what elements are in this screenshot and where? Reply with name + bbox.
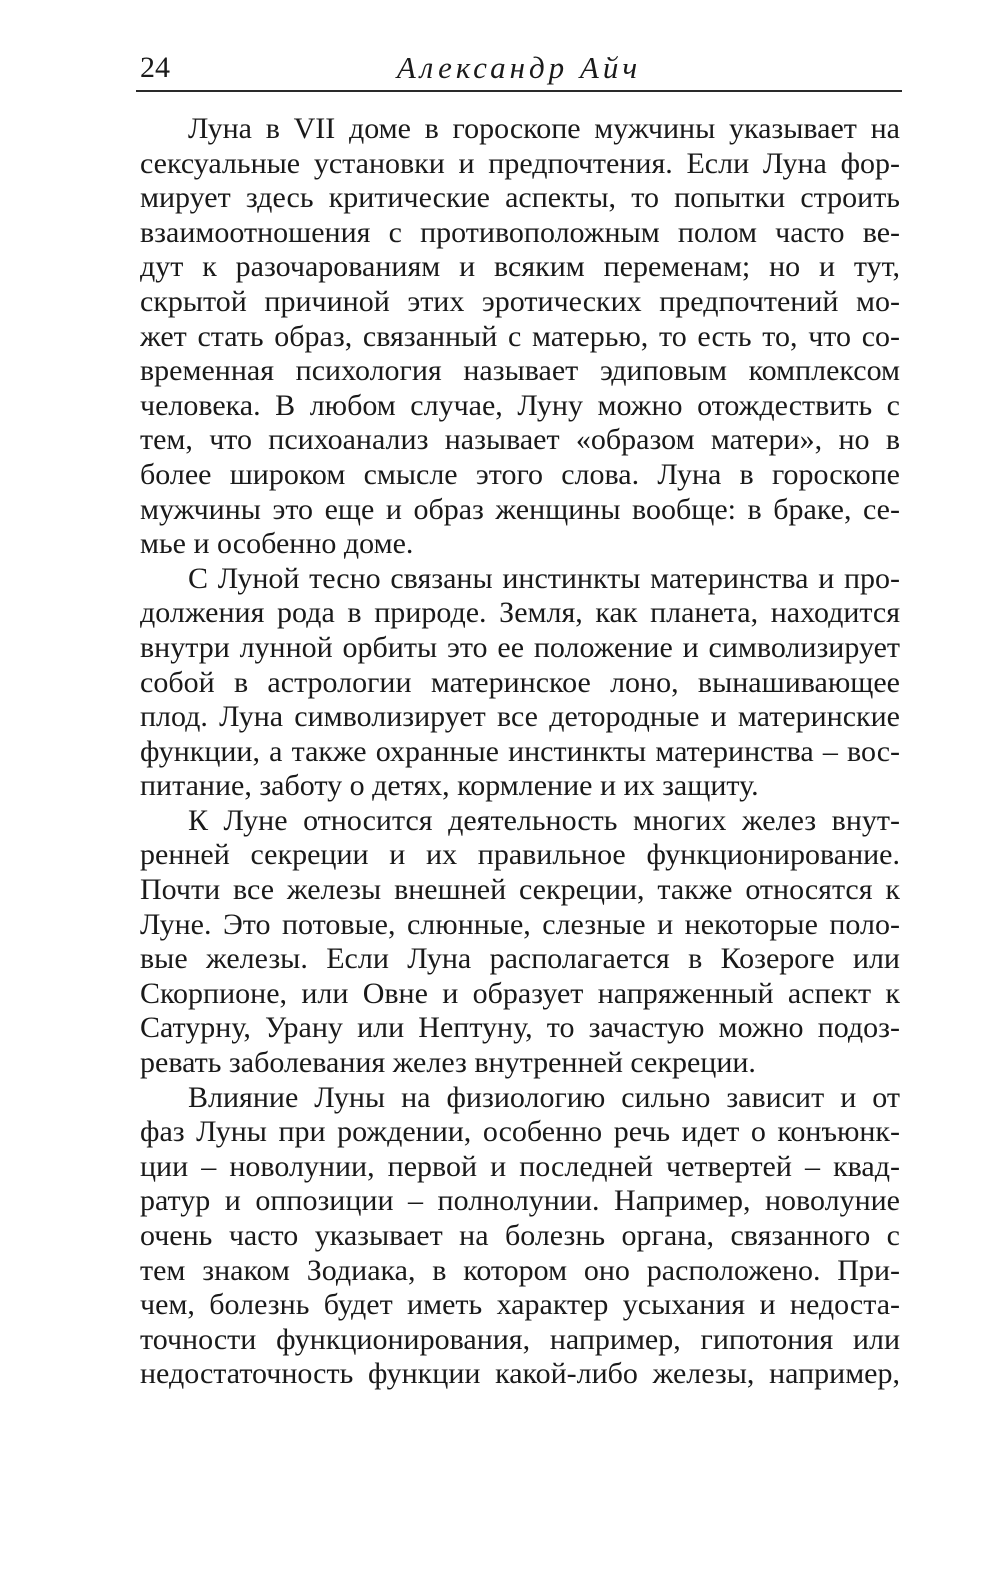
page-header <box>136 50 902 92</box>
text-line: вые железы. Если Луна располагается в Козероге или <box>140 942 900 976</box>
running-head: Александр Айч <box>396 50 642 85</box>
text-line: фаз Луны при рождении, особенно речь идет о конъюнк- <box>140 1115 900 1149</box>
text-line: Сатурну, Урану или Нептуну, то зачастую можно подоз- <box>140 1011 900 1045</box>
text-line: очень часто указывает на болезнь органа, связанного с <box>140 1219 900 1252</box>
text-line: взаимоотношения с противоположным полом часто ве- <box>140 215 900 249</box>
paragraph <box>140 804 900 1081</box>
text-line: мужчины это еще и образ женщины вообще: в браке, се- <box>140 492 900 526</box>
text-line: внутри лунной орбиты это ее положение и символизирует <box>140 630 900 664</box>
text-line: тем, что психоанализ называет «образом матери», но в <box>140 423 900 457</box>
text-line: Почти все железы внешней секреции, также относятся к <box>140 873 900 907</box>
text-line: сексуальные установки и предпочтения. Если Луна фор- <box>140 146 900 180</box>
text-line: должения рода в природе. Земля, как планета, находится <box>140 596 900 630</box>
text-line: недостаточность функции какой-либо железы, например, <box>140 1357 900 1391</box>
text-line: более широком смысле этого слова. Луна в гороскопе <box>140 457 900 491</box>
text-line: ренней секреции и их правильное функционирование. <box>140 838 900 872</box>
paragraph <box>140 562 900 804</box>
text-line: собой в астрологии материнское лоно, вынашивающее <box>140 665 900 699</box>
text-line: жет стать образ, связанный с матерью, то есть то, что со- <box>140 319 900 353</box>
text-line: мирует здесь критические аспекты, то попытки строить <box>140 181 900 215</box>
body-text <box>140 112 900 1392</box>
page-number: 24 <box>140 51 170 84</box>
text-line: тем знаком Зодиака, в котором оно расположено. При- <box>140 1253 900 1287</box>
paragraph <box>140 1081 900 1392</box>
text-line: Влияние Луны на физиологию сильно зависит и от <box>188 1080 900 1114</box>
text-line: ции – новолунии, первой и последней четвертей – квад- <box>140 1149 900 1183</box>
text-line: точности функционирования, например, гипотония или <box>140 1322 900 1356</box>
text-line: мье и особенно доме. <box>140 527 414 561</box>
text-line: ревать заболевания желез внутренней секреции. <box>140 1046 756 1080</box>
text-line: временная психология называет эдиповым комплексом <box>140 354 900 388</box>
text-line: ратур и оппозиции – полнолунии. Например, новолуние <box>140 1184 900 1218</box>
text-line: питание, заботу о детях, кормление и их защиту. <box>140 769 759 803</box>
text-line: Луна в VII доме в гороскопе мужчины указывает на <box>188 112 900 145</box>
text-line: Луне. Это потовые, слюнные, слезные и некоторые поло- <box>140 907 900 941</box>
text-line: функции, а также охранные инстинкты материнства – вос- <box>140 734 900 768</box>
text-line: плод. Луна символизирует все детородные и материнские <box>140 700 900 734</box>
text-line: К Луне относится деятельность многих желез внут- <box>188 803 900 837</box>
text-line: С Луной тесно связаны инстинкты материнства и про- <box>188 561 900 595</box>
paragraph <box>140 112 900 562</box>
text-line: человека. В любом случае, Луну можно отождествить с <box>140 388 900 422</box>
text-line: чем, болезнь будет иметь характер усыхания и недоста- <box>140 1288 900 1322</box>
text-line: скрытой причиной этих эротических предпочтений мо- <box>140 284 900 318</box>
text-line: дут к разочарованиям и всяким переменам; но и тут, <box>140 250 900 284</box>
text-line: Скорпионе, или Овне и образует напряженный аспект к <box>140 976 900 1010</box>
